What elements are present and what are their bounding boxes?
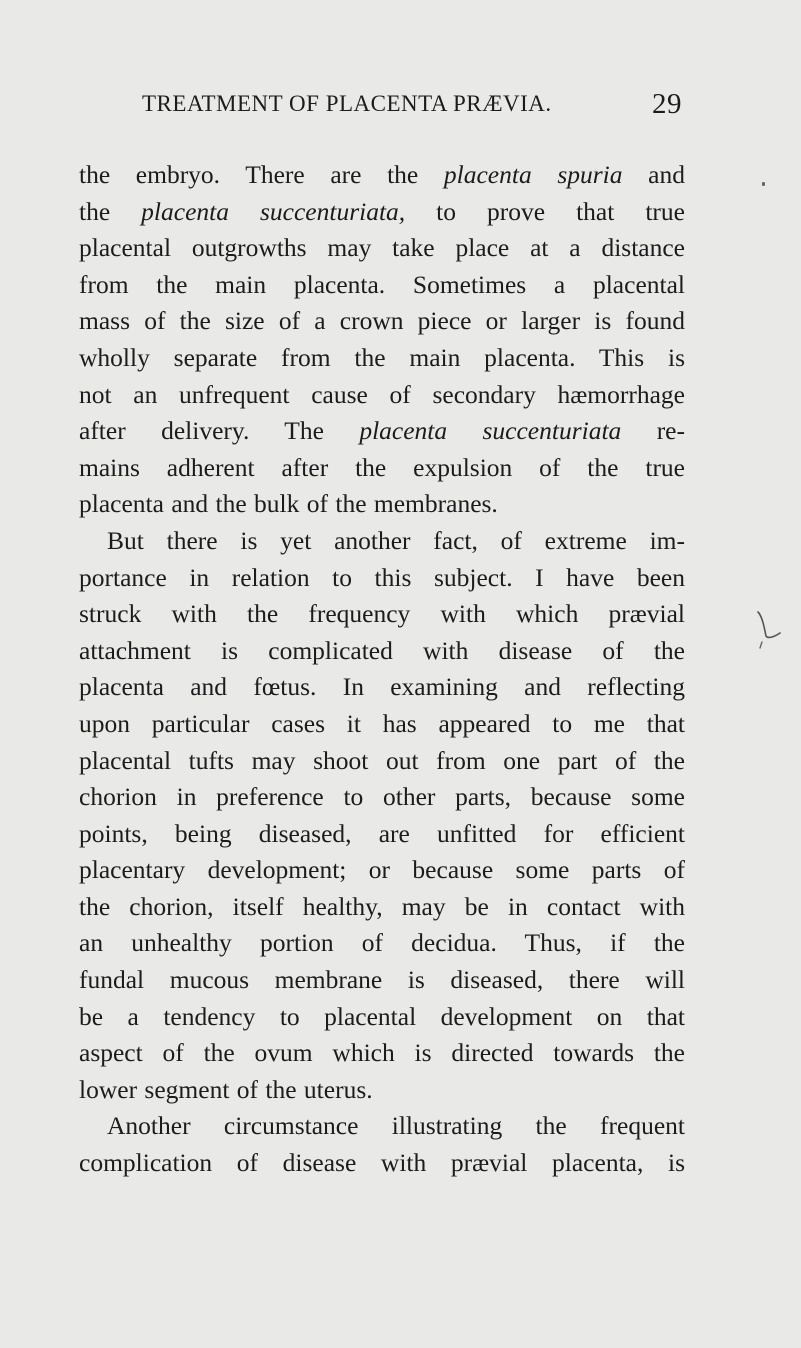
body-text <box>79 157 685 1182</box>
text-line: portance in relation to this subject. I have been <box>79 562 685 592</box>
text-line: Another circumstance illustrating the frequent <box>107 1111 685 1141</box>
text-line: placenta and fœtus. In examining and reflecting <box>79 672 685 702</box>
text-line: the chorion, itself healthy, may be in contact with <box>79 891 685 921</box>
paper-speck <box>762 182 765 186</box>
text-line: not an unfrequent cause of secondary hæmorrhage <box>79 379 685 409</box>
page-title: TREATMENT OF PLACENTA PRÆVIA. <box>142 91 552 116</box>
text-line: But there is yet another fact, of extreme im- <box>107 525 685 555</box>
text-line: be a tendency to placental development on that <box>79 1001 685 1031</box>
text-line: lower segment of the uterus. <box>79 1074 373 1104</box>
text-line: placental outgrowths may take place at a distance <box>79 233 685 263</box>
text-line: placentary development; or because some parts of <box>79 855 685 885</box>
text-line: aspect of the ovum which is directed towards the <box>79 1038 685 1068</box>
text-line: complication of disease with prævial placenta, is <box>79 1148 685 1178</box>
text-line: fundal mucous membrane is diseased, there will <box>79 965 685 995</box>
text-line: chorion in preference to other parts, because some <box>79 782 685 812</box>
text-line: the placenta succenturiata, to prove that true <box>79 196 685 226</box>
text-line: upon particular cases it has appeared to me that <box>79 708 685 738</box>
text-line: an unhealthy portion of decidua. Thus, if the <box>79 928 685 958</box>
running-head <box>142 88 682 125</box>
text-line: the embryo. There are the placenta spuria and <box>79 160 685 189</box>
text-line: mass of the size of a crown piece or larger is found <box>79 306 685 336</box>
text-line: after delivery. The placenta succenturiata re- <box>79 416 685 446</box>
margin-pencil-mark <box>752 606 792 652</box>
page-number: 29 <box>652 88 682 120</box>
text-line: placental tufts may shoot out from one part of the <box>79 745 685 775</box>
text-line: struck with the frequency with which prævial <box>79 599 685 629</box>
text-line: wholly separate from the main placenta. This is <box>79 342 685 372</box>
text-line: points, being diseased, are unfitted for efficient <box>79 818 685 848</box>
text-line: from the main placenta. Sometimes a placental <box>79 269 685 299</box>
text-line: placenta and the bulk of the membranes. <box>79 489 498 519</box>
text-line: mains adherent after the expulsion of the true <box>79 452 685 482</box>
text-line: attachment is complicated with disease of the <box>79 635 685 665</box>
